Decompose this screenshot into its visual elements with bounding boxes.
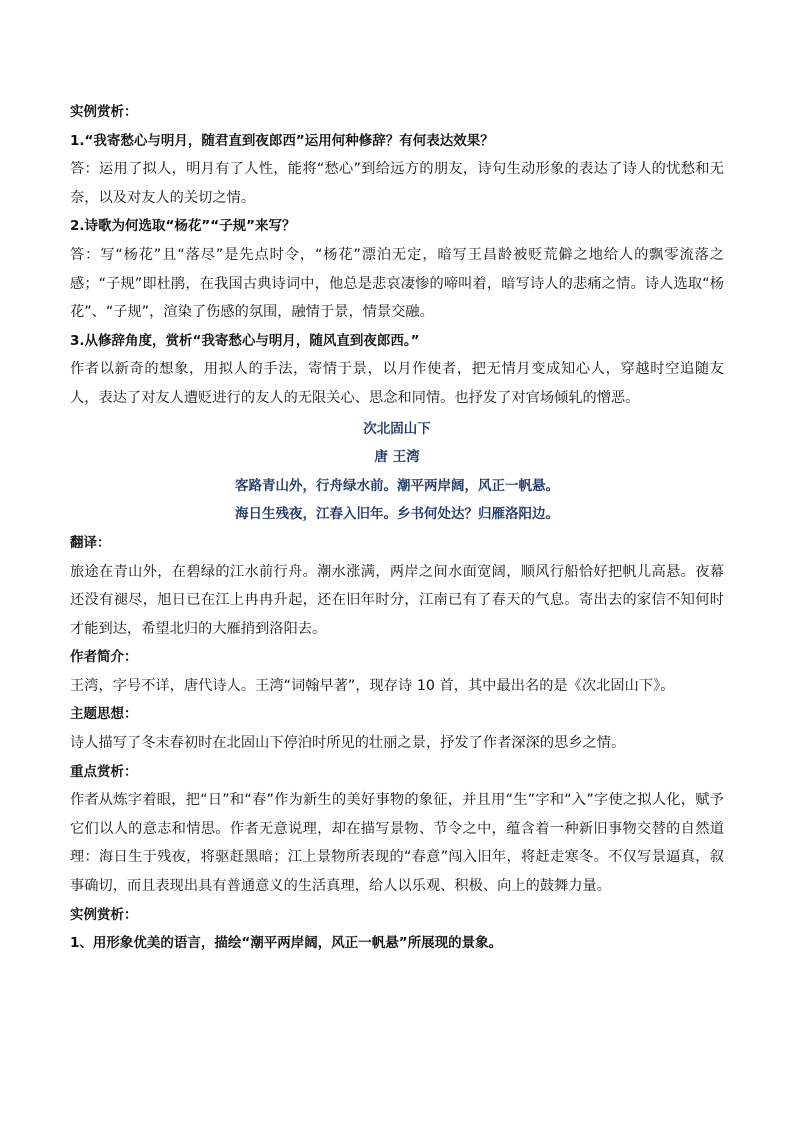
answer-1: 答：运用了拟人，明月有了人性，能将“愁心”到给远方的朋友，诗句生动形象的表达了诗人的忧愁和无奈，以及对友人的关切之情。 bbox=[70, 161, 724, 206]
section-heading-example-analysis-2: 实例赏析： bbox=[70, 906, 138, 923]
question-3: 3.从修辞角度，赏析“我寄愁心与明月，随风直到夜郎西。” bbox=[70, 332, 420, 349]
author-intro-text: 王湾，字号不详，唐代诗人。王湾“词翰早著”，现存诗 10 首，其中最出名的是《次北固山下》。 bbox=[70, 677, 675, 694]
section-heading-theme: 主题思想： bbox=[70, 706, 138, 723]
question-2: 2.诗歌为何选取“杨花”“子规”来写？ bbox=[70, 218, 296, 235]
theme-text: 诗人描写了冬末春初时在北固山下停泊时所见的壮丽之景，抒发了作者深深的思乡之情。 bbox=[70, 735, 626, 752]
section-heading-example-analysis: 实例赏析： bbox=[70, 104, 138, 120]
poem-author: 唐 王湾 bbox=[374, 449, 420, 466]
poem-title: 次北固山下 bbox=[363, 420, 431, 437]
poem-line-1: 客路青山外，行舟绿水前。潮平两岸阔，风正一帆悬。 bbox=[235, 477, 559, 494]
poem-line-2: 海日生残夜，江春入旧年。乡书何处达？归雁洛阳边。 bbox=[235, 506, 559, 523]
translation-text: 旅途在青山外，在碧绿的江水前行舟。潮水涨满，两岸之间水面宽阔，顺风行船恰好把帆儿高悬。夜幕还没有褪尽，旭日已在江上冉冉升起，还在旧年时分，江南已有了春天的气息。寄出去的家信不知何时才能到达，希望北归的大雁捎到洛阳去。 bbox=[70, 563, 724, 637]
key-analysis-text: 作者从炼字着眼，把“日”和“春”作为新生的美好事物的象征，并且用“生”字和“入”字使之拟人化，赋予它们以人的意志和情思。作者无意说理，却在描写景物、节令之中，蕴含着一种新旧事物交替的自然道理：海日生于残夜，将驱赶黑暗；江上景物所表现的“春意”闯入旧年，将赶走寒冬。不仅写景逼真，叙事确切，而且表现出具有普通意义的生活真理，给人以乐观、积极、向上的鼓舞力量。 bbox=[70, 792, 724, 895]
answer-3: 作者以新奇的想象，用拟人的手法，寄情于景，以月作使者，把无情月变成知心人，穿越时空追随友人，表达了对友人遭贬进行的友人的无限关心、思念和同情。也抒发了对官场倾轧的憎恶。 bbox=[70, 361, 724, 406]
answer-2: 答：写“杨花”且“落尽”是先点时令，“杨花”漂泊无定，暗写王昌龄被贬荒僻之地给人的飘零流落之感；“子规”即杜鹃，在我国古典诗词中，他总是悲哀凄惨的啼叫着，暗写诗人的悲痛之情。诗人选取“杨花”、“子规”，渲染了伤感的氛围，融情于景，情景交融。 bbox=[70, 246, 724, 321]
question-4: 1、用形象优美的语言，描绘“潮平两岸阔，风正一帆悬”所展现的景象。 bbox=[70, 935, 503, 952]
section-heading-translation: 翻译： bbox=[70, 534, 111, 551]
question-1: 1.“我寄愁心与明月，随君直到夜郎西”运用何种修辞？有何表达效果？ bbox=[70, 132, 494, 149]
section-heading-author: 作者简介： bbox=[70, 649, 138, 666]
section-heading-key-analysis: 重点赏析： bbox=[70, 763, 138, 780]
